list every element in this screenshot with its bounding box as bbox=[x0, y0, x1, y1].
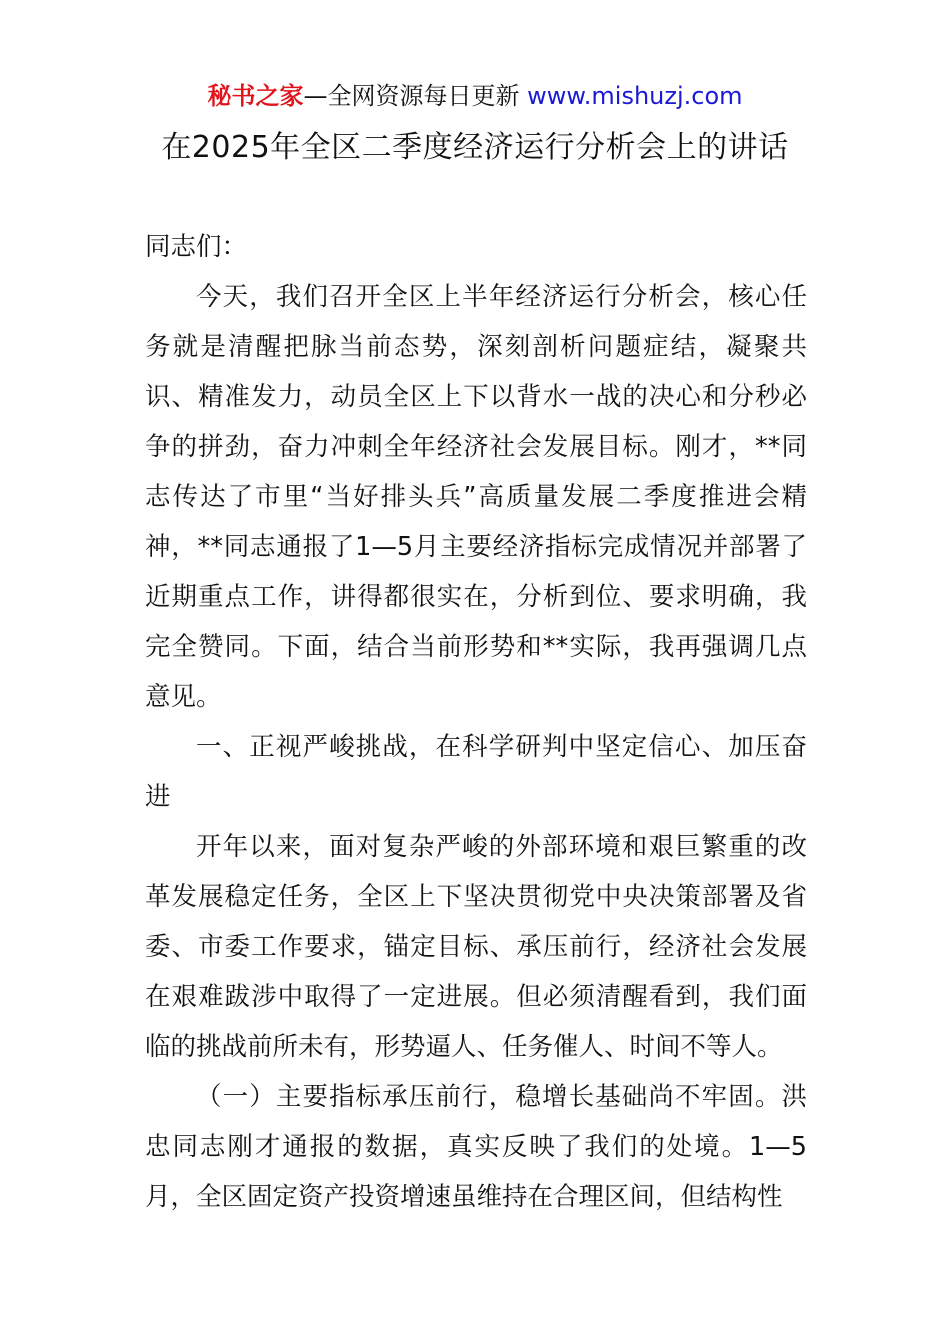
site-brand: 秘书之家 bbox=[207, 82, 304, 110]
site-header bbox=[0, 80, 950, 112]
section-heading-1: 一、正视严峻挑战，在科学研判中坚定信心、加压奋进 bbox=[145, 732, 807, 812]
salutation: 同志们： bbox=[145, 232, 248, 262]
document-title: 在2025年全区二季度经济运行分析会上的讲话 bbox=[161, 130, 789, 165]
document-body bbox=[145, 222, 807, 1222]
site-url-link[interactable]: www.mishuzj.com bbox=[527, 82, 743, 110]
paragraph-subsection-1: （一）主要指标承压前行，稳增长基础尚不牢固。洪忠同志刚才通报的数据，真实反映了我们的处境。1—5月，全区固定资产投资增速虽维持在合理区间，但结构性 bbox=[145, 1082, 807, 1212]
paragraph-section-1: 开年以来，面对复杂严峻的外部环境和艰巨繁重的改革发展稳定任务，全区上下坚决贯彻党中央决策部署及省委、市委工作要求，锚定目标、承压前行，经济社会发展在艰难跋涉中取得了一定进展。但必须清醒看到，我们面临的挑战前所未有，形势逼人、任务催人、时间不等人。 bbox=[145, 832, 807, 1062]
paragraph-intro: 今天，我们召开全区上半年经济运行分析会，核心任务就是清醒把脉当前态势，深刻剖析问题症结，凝聚共识、精准发力，动员全区上下以背水一战的决心和分秒必争的拼劲，奋力冲刺全年经济社会发展目标。刚才，**同志传达了市里“当好排头兵”高质量发展二季度推进会精神，**同志通报了1—5月主要经济指标完成情况并部署了近期重点工作，讲得都很实在，分析到位、要求明确，我完全赞同。下面，结合当前形势和**实际，我再强调几点意见。 bbox=[145, 282, 807, 712]
site-tagline: —全网资源每日更新 bbox=[303, 82, 520, 110]
